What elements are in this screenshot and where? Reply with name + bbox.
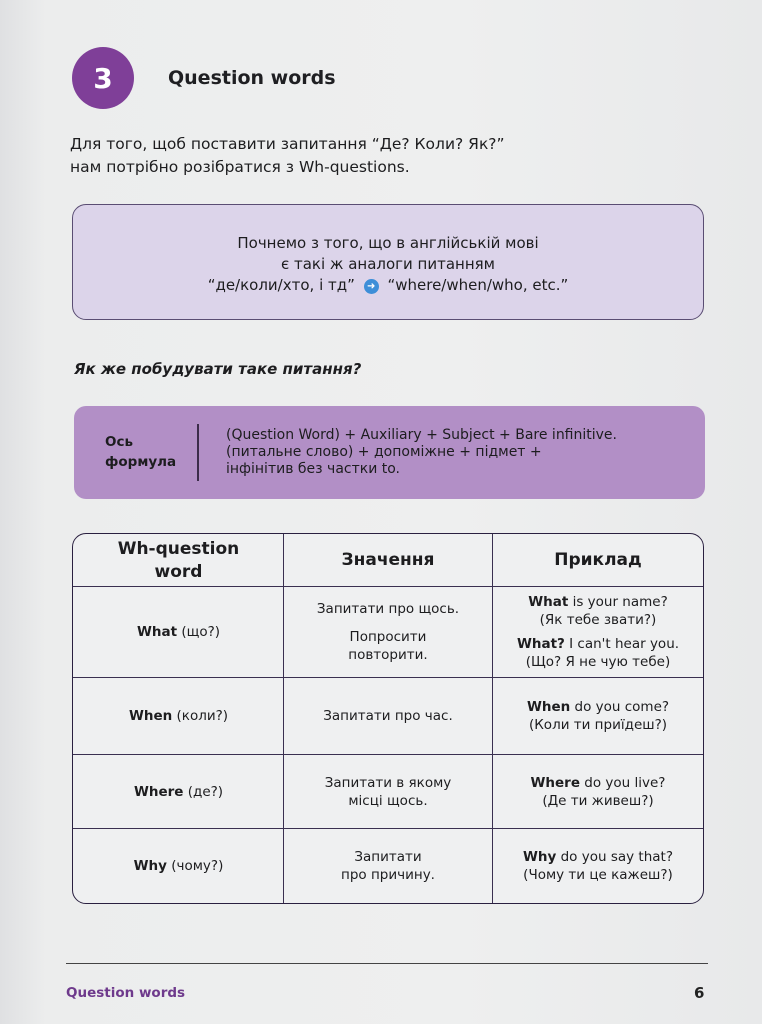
formula-label-line-2: формула (105, 454, 177, 470)
meaning-line: Запитати (354, 849, 422, 865)
table-row-where-meaning (284, 755, 492, 828)
example-translation: (Де ти живеш?) (542, 792, 654, 809)
meaning-line: про причину. (341, 867, 435, 883)
example-rest: do you live? (580, 774, 666, 791)
formula-text (226, 427, 696, 478)
table-row-why-meaning (284, 829, 492, 903)
example-bold: What (528, 594, 569, 610)
callout-box (72, 204, 704, 320)
callout-line-3 (73, 275, 703, 296)
formula-divider (197, 424, 199, 481)
formula-label (105, 432, 176, 472)
formula-box (74, 406, 705, 499)
meaning-line: Запитати про час. (323, 708, 453, 724)
table-row-when-word (73, 678, 284, 754)
example-bold: Where (530, 774, 580, 791)
example-line (531, 774, 666, 792)
word-text (137, 623, 220, 641)
table-row-where-word (73, 755, 284, 828)
table-row-why-word (73, 829, 284, 903)
formula-line-2: (питальне слово) + допоміжне + підмет + (226, 444, 542, 460)
table-row-where-example (493, 755, 703, 828)
example-bold: What? (516, 636, 565, 652)
arrow-right-circle-icon: ➜ (364, 279, 379, 294)
example-translation: (Що? Я не чую тебе) (525, 654, 671, 670)
table-row-when-example (493, 678, 703, 754)
intro-line-2: нам потрібно розібратися з Wh-questions. (70, 158, 410, 176)
table-row-when-meaning (284, 678, 492, 754)
footer-title: Question words (66, 985, 186, 1001)
formula-label-line-1: Ось (105, 434, 134, 450)
table-row-what-example (493, 587, 703, 677)
word-translation: (що?) (177, 624, 221, 640)
word-text (134, 857, 224, 875)
example-rest: is your name? (568, 594, 668, 610)
example-bold: When (526, 699, 571, 715)
meaning-line: повторити. (348, 647, 428, 663)
word-bold: Where (133, 783, 184, 800)
meaning-line: Запитати в якому (324, 774, 452, 791)
table-row-what-meaning (284, 587, 492, 677)
table-row-why-example (493, 829, 703, 903)
table-row-what-word (73, 587, 284, 677)
callout-english-words: “where/when/who, etc.” (387, 276, 569, 294)
example-line (523, 848, 673, 866)
page-number: 6 (694, 984, 705, 1002)
example-rest: I can't hear you. (564, 636, 680, 652)
meaning-line: Запитати про щось. (316, 601, 460, 617)
word-bold: What (136, 624, 178, 640)
table-header-word-line-2: word (154, 561, 203, 582)
word-text (129, 707, 228, 725)
formula-line-3: інфінітив без частки to. (226, 461, 401, 477)
callout-line-1: Почнемо з того, що в англійській мові (237, 234, 539, 252)
table-header-meaning: Значення (341, 550, 435, 570)
example-line (517, 635, 679, 653)
meaning-line: Попросити (349, 629, 427, 645)
footer-divider (66, 963, 708, 964)
word-translation: (чому?) (166, 858, 224, 874)
example-rest: do you come? (570, 699, 670, 715)
word-translation: (де?) (183, 783, 224, 800)
example-bold: Why (523, 849, 557, 865)
section-header (72, 47, 336, 109)
intro-line-1: Для того, щоб поставити запитання “Де? Коли? Як?” (70, 135, 505, 153)
section-number-badge (72, 47, 134, 109)
intro-paragraph (70, 133, 630, 179)
example-translation: (Коли ти приїдеш?) (528, 717, 668, 733)
callout-ukrainian-words: “де/коли/хто, і тд” (207, 276, 355, 294)
section-title: Question words (168, 67, 336, 89)
example-line (527, 698, 669, 716)
example-translation: (Як тебе звати?) (539, 612, 657, 628)
example-line (528, 593, 668, 611)
table-header-word-line-1: Wh-question (117, 538, 240, 559)
table-header-word (73, 534, 284, 587)
formula-line-1: (Question Word) + Auxiliary + Subject + Bare infinitive. (226, 427, 617, 443)
meaning-line: місці щось. (348, 792, 428, 809)
wh-question-table (72, 533, 704, 904)
word-text (134, 783, 223, 801)
example-rest: do you say that? (556, 849, 673, 865)
word-bold: Why (133, 858, 167, 874)
callout-line-2: є такі ж аналоги питанням (281, 255, 495, 273)
section-number: 3 (93, 61, 113, 95)
word-translation: (коли?) (172, 708, 229, 724)
example-translation: (Чому ти це кажеш?) (523, 867, 673, 883)
table-header-example: Приклад (554, 550, 642, 570)
question-heading: Як же побудувати таке питання? (74, 360, 362, 378)
word-bold: When (128, 708, 173, 724)
